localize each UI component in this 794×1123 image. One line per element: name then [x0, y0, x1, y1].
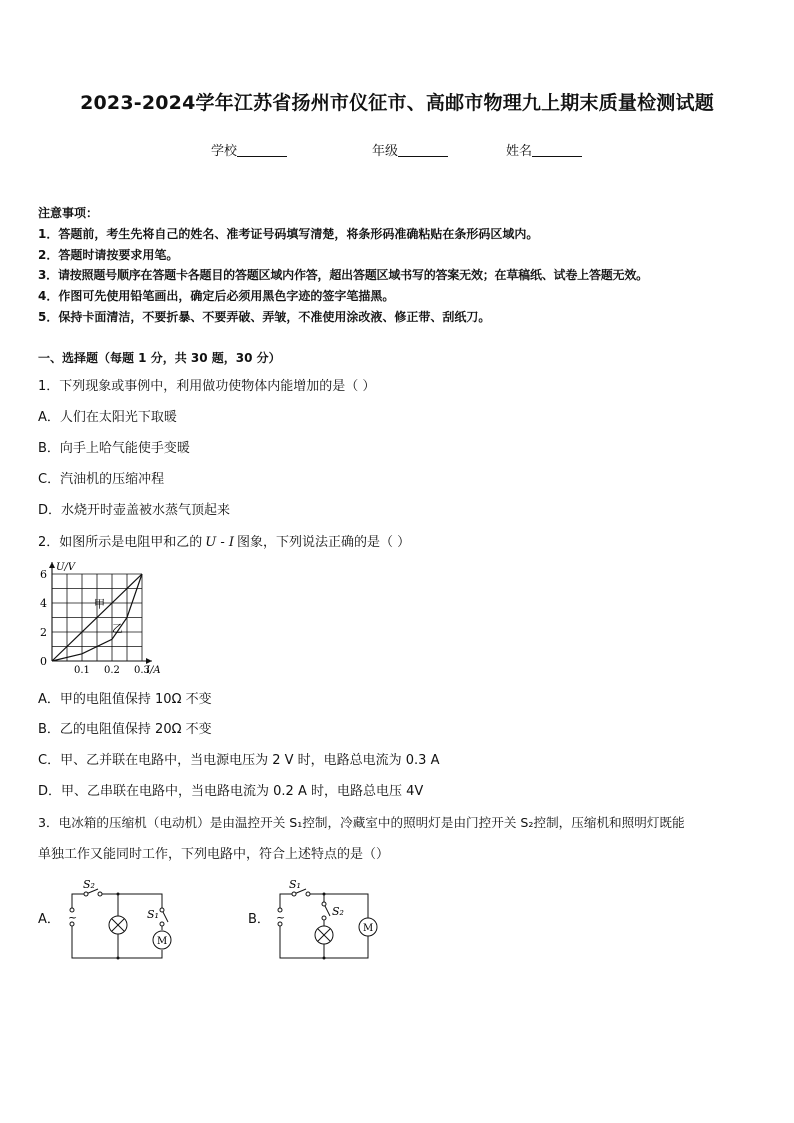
- junction: [323, 957, 326, 960]
- school-field: [211, 140, 287, 159]
- q2-option-a: A．甲的电阻值保持 10Ω 不变: [38, 692, 212, 707]
- q2-option-d: D．甲、乙串联在电路中，当电路电流为 0.2 A 时，电路总电压 4V: [38, 784, 424, 799]
- series-label: 乙: [112, 622, 123, 635]
- terminal: [98, 892, 102, 896]
- q3-stem-line1: 3．电冰箱的压缩机（电动机）是由温控开关 S₁控制，冷藏室中的照明灯是由门控开关 S₂控制，压缩机和照明灯既能: [38, 815, 685, 830]
- circuit-a-label: A．: [38, 912, 60, 927]
- q1-stem: 1．下列现象或事例中，利用做功使物体内能增加的是（ ）: [38, 379, 376, 394]
- terminal: [160, 908, 164, 912]
- q2-option-b: B．乙的电阻值保持 20Ω 不变: [38, 722, 212, 737]
- wire: [280, 894, 294, 908]
- ac-source-symbol: ~: [68, 911, 78, 924]
- grade-blank: [398, 144, 448, 157]
- terminal: [306, 892, 310, 896]
- junction: [117, 893, 120, 896]
- y-axis-label: U/V: [56, 562, 76, 573]
- q1-option-b: B．向手上哈气能使手变暖: [38, 441, 190, 456]
- circuit-b-diagram: [270, 876, 390, 962]
- switch-s2-label: S₂: [332, 905, 344, 918]
- terminal: [322, 916, 326, 920]
- ac-source-symbol: ~: [276, 911, 286, 924]
- section-heading: 一、选择题（每题 1 分，共 30 题，30 分）: [38, 351, 281, 365]
- q3-stem-line2: 单独工作又能同时工作，下列电路中，符合上述特点的是（）: [38, 847, 390, 862]
- chart-labels: [40, 562, 161, 676]
- x-axis-label: I/A: [146, 665, 161, 676]
- switch-s1-label: S₁: [147, 908, 159, 921]
- x-tick-label: 0.3: [134, 665, 150, 676]
- wire: [72, 894, 86, 908]
- terminal: [322, 902, 326, 906]
- page-title: 2023-2024学年江苏省扬州市仪征市、高邮市物理九上期末质量检测试题: [80, 92, 714, 114]
- notice-item: 3．请按照题号顺序在答题卡各题目的答题区域内作答，超出答题区域书写的答案无效；在草稿纸、试卷上答题无效。: [38, 268, 648, 282]
- name-label: 姓名: [506, 144, 533, 159]
- notice-item: 5．保持卡面清洁，不要折暴、不要弄破、弄皱，不准使用涂改液、修正带、刮纸刀。: [38, 310, 491, 324]
- junction: [117, 957, 120, 960]
- x-axis-arrow: [146, 658, 152, 664]
- school-blank: [237, 144, 287, 157]
- switch-s1-label: S₁: [289, 878, 301, 891]
- q1-option-c: C．汽油机的压缩冲程: [38, 472, 165, 487]
- circuit-a-diagram: [62, 876, 182, 962]
- q2-stem: [38, 531, 410, 550]
- notice-item: 2．答题时请按要求用笔。: [38, 248, 179, 262]
- q2-stem-pre: 2．如图所示是电阻甲和乙的: [38, 535, 203, 550]
- ui-graph: [30, 558, 180, 678]
- q1-option-a: A．人们在太阳光下取暖: [38, 410, 177, 425]
- school-label: 学校: [211, 144, 238, 159]
- grade-field: [372, 140, 448, 159]
- x-tick-label: 0.2: [104, 665, 120, 676]
- notice-item: 4．作图可先使用铅笔画出，确定后必须用黑色字迹的签字笔描黑。: [38, 289, 395, 303]
- switch-s2-label: S₂: [83, 878, 95, 891]
- q2-option-c: C．甲、乙并联在电路中，当电源电压为 2 V 时，电路总电流为 0.3 A: [38, 753, 440, 768]
- series-label: 甲: [94, 597, 105, 611]
- y-tick-label: 0: [40, 655, 47, 668]
- motor-label: M: [157, 936, 168, 947]
- terminal: [84, 892, 88, 896]
- y-tick-label: 4: [40, 597, 47, 610]
- terminal: [160, 922, 164, 926]
- motor-label: M: [363, 923, 374, 934]
- junction: [323, 893, 326, 896]
- wire: [72, 926, 162, 958]
- name-field: [506, 140, 582, 159]
- q2-stem-math: U - I: [205, 535, 235, 550]
- terminal: [292, 892, 296, 896]
- y-tick-label: 2: [40, 626, 47, 639]
- notice-heading: 注意事项：: [38, 206, 99, 220]
- name-blank: [532, 144, 582, 157]
- circuit-b-label: B．: [248, 912, 270, 927]
- notice-item: 1．答题前，考生先将自己的姓名、准考证号码填写清楚，将条形码准确粘贴在条形码区域内。: [38, 227, 539, 241]
- y-tick-label: 6: [40, 568, 47, 581]
- q2-stem-post: 图象，下列说法正确的是（ ）: [237, 535, 411, 550]
- y-axis-arrow: [49, 562, 55, 568]
- x-tick-label: 0.1: [74, 665, 90, 676]
- grade-label: 年级: [372, 144, 399, 159]
- q1-option-d: D．水烧开时壶盖被水蒸气顶起来: [38, 503, 231, 518]
